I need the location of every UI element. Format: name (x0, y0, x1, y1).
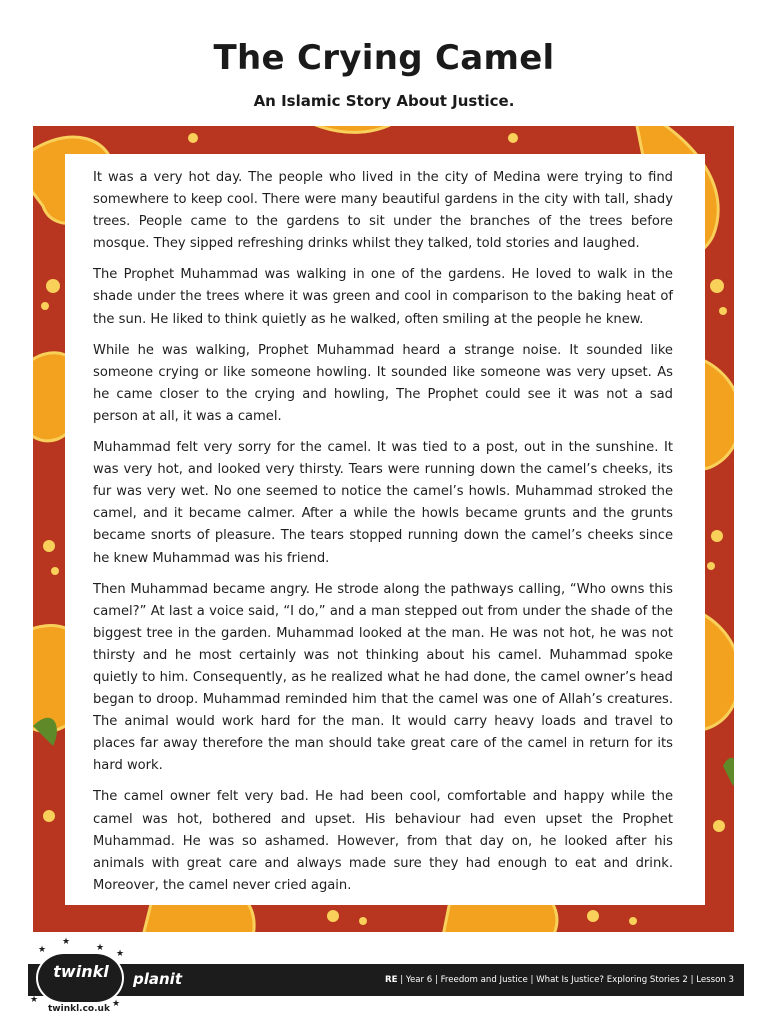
breadcrumb-subject: RE (384, 975, 398, 985)
story-paragraph: The camel owner felt very bad. He had been cool, comfortable and happy while the camel was hot, bothered and upset. His behaviour had even upset the Prophet Muhammad. He was so ashamed. However, from that day on, he looked after his animals with great care and always made sure they had enough to eat and drink. Moreover, the camel never cried again. (93, 789, 673, 893)
breadcrumb (385, 975, 734, 985)
story-paragraph: Then Muhammad became angry. He strode along the pathways calling, “Who owns this camel?” At last a voice said, “I do,” and a man stepped out from under the shade of the biggest tree in the garden. Muhammad looked at the man. He was not hot, he was not thirsty and he most certainly was not thinking about his camel. Muhammad spoke quietly to him. Consequently, as he realized what he had done, the camel owner’s head began to droop. Muhammad reminded him that the camel was one of Allah’s creatures. The animal would work hard for the man. It would carry heavy loads and travel to places far away therefore the man should take great care of the camel in return for its hard work. (93, 581, 673, 774)
page-title: The Crying Camel (213, 38, 555, 78)
star-icon: ★ (30, 995, 39, 1005)
planit-brand: planit (133, 970, 182, 988)
story-paragraph: Muhammad felt very sorry for the camel. It was tied to a post, out in the sunshine. It was very hot, and looked very thirsty. Tears were running down the camel’s cheeks, its fur was very wet. No one seemed to notice the camel’s howls. Muhammad stroked the camel, and it became calmer. After a while the howls became grunts and the grunts became snorts of pleasure. The tears stopped running down the camel’s cheeks since he knew Muhammad was his friend. (93, 440, 673, 566)
breadcrumb-path: | Year 6 | Freedom and Justice | What Is Justice? Exploring Stories 2 | Lesson 3 (397, 975, 734, 985)
star-icon: ★ (96, 943, 105, 953)
story-panel (65, 154, 705, 905)
story-text (93, 167, 673, 906)
story-paragraph: It was a very hot day. The people who lived in the city of Medina were trying to find somewhere to keep cool. There were many beautiful gardens in the city with tall, shady trees. People came to the gardens to sit under the branches of the trees before mosque. They sipped refreshing drinks whilst they talked, told stories and laughed. (93, 170, 673, 252)
star-icon: ★ (62, 937, 71, 947)
star-icon: ★ (116, 949, 125, 959)
story-paragraph: The Prophet Muhammad was walking in one of the gardens. He loved to walk in the shade under the trees where it was green and cool in comparison to the baking heat of the sun. He liked to think quietly as he walked, often smiling at the people he knew. (93, 267, 673, 327)
footer-url: twinkl.co.uk (48, 1004, 110, 1014)
page-subtitle: An Islamic Story About Justice. (253, 92, 515, 110)
star-icon: ★ (38, 945, 47, 955)
star-icon: ★ (112, 999, 121, 1009)
twinkl-logo-text: twinkl (53, 962, 109, 981)
story-paragraph: While he was walking, Prophet Muhammad heard a strange noise. It sounded like someone crying or like someone howling. It sounded like someone was very upset. As he came closer to the crying and howling, The Prophet could see it was not a sad person at all, it was a camel. (93, 342, 673, 424)
